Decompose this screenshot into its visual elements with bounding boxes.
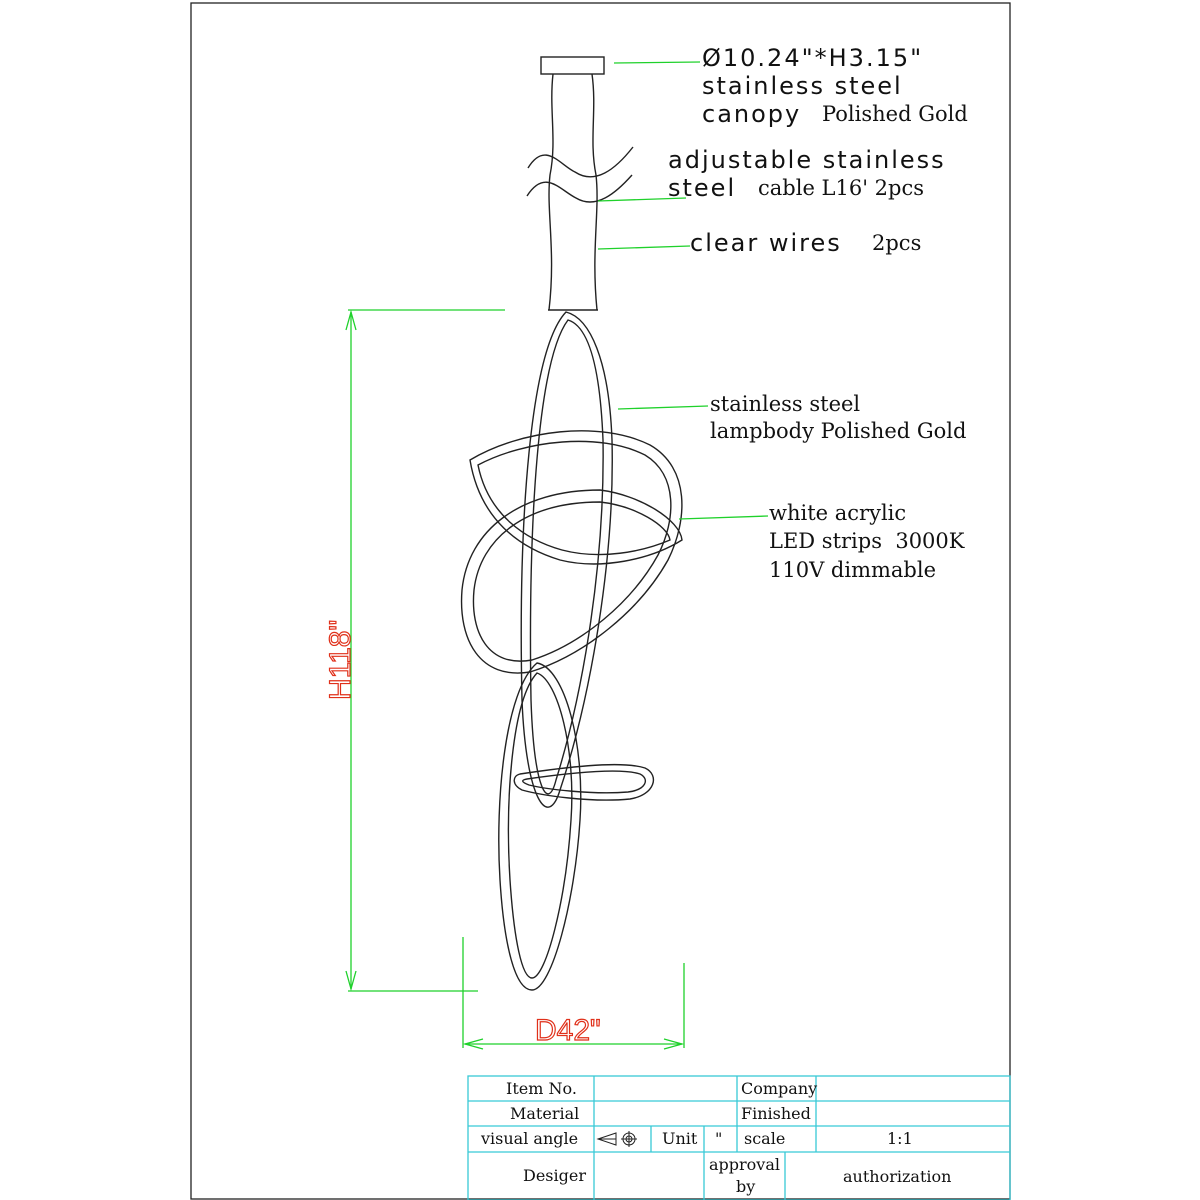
unit-label: Unit (662, 1129, 698, 1148)
projection-symbol-icon (598, 1131, 637, 1147)
small-loop-inner (523, 771, 646, 793)
diameter-dimension-label: D42" (535, 1014, 601, 1047)
annotations (324, 44, 968, 1047)
authorization-label: authorization (843, 1167, 952, 1186)
title-block (468, 1076, 1010, 1200)
leader-lampbody (618, 406, 708, 409)
fixture-drawing (462, 57, 682, 990)
knot-loop-inner (473, 441, 670, 661)
canopy-name-label: canopy (702, 100, 802, 128)
canopy-finish-label: Polished Gold (822, 102, 968, 126)
scale-label: scale (744, 1129, 786, 1148)
cable-break-upper (528, 147, 633, 177)
canopy-material-label: stainless steel (702, 72, 903, 100)
leader-led (679, 516, 768, 519)
leader-canopy (614, 62, 700, 63)
cable-label-steel: steel (668, 174, 737, 202)
cable-bundle-left (549, 74, 553, 310)
cable-label-line1: adjustable stainless (668, 146, 946, 174)
material-label: Material (510, 1104, 580, 1123)
wires-count-label: 2pcs (872, 231, 922, 255)
lampbody-label-line1: stainless steel (710, 392, 861, 416)
cable-bundle-right (592, 74, 597, 310)
wires-label: clear wires (690, 229, 842, 257)
company-label: Company (741, 1079, 818, 1098)
lower-loop-outer (499, 663, 581, 990)
tall-loop-inner (530, 320, 603, 794)
designer-label: Desiger (523, 1166, 586, 1185)
cable-label-spec: cable L16' 2pcs (758, 176, 925, 200)
approval-label-line2: by (736, 1177, 756, 1196)
led-label-line1: white acrylic (769, 501, 907, 525)
leader-wires (598, 246, 690, 249)
small-loop-outer (514, 765, 653, 800)
item-no-label: Item No. (506, 1079, 577, 1098)
approval-label-line1: approval (709, 1155, 780, 1174)
unit-value: " (715, 1129, 723, 1148)
led-label-line3: 110V dimmable (769, 558, 937, 582)
cable-break-lower (527, 175, 632, 202)
scale-value: 1:1 (887, 1129, 913, 1148)
finished-label: Finished (741, 1104, 811, 1123)
lampbody-label-line2: lampbody Polished Gold (710, 419, 967, 443)
height-dimension-label: H118" (324, 619, 357, 700)
leader-lines (346, 62, 768, 1049)
led-label-line2: LED strips 3000K (769, 529, 965, 553)
canopy (541, 57, 604, 74)
visual-angle-label: visual angle (481, 1129, 579, 1148)
canopy-dimension-label: Ø10.24"*H3.15" (702, 44, 924, 72)
